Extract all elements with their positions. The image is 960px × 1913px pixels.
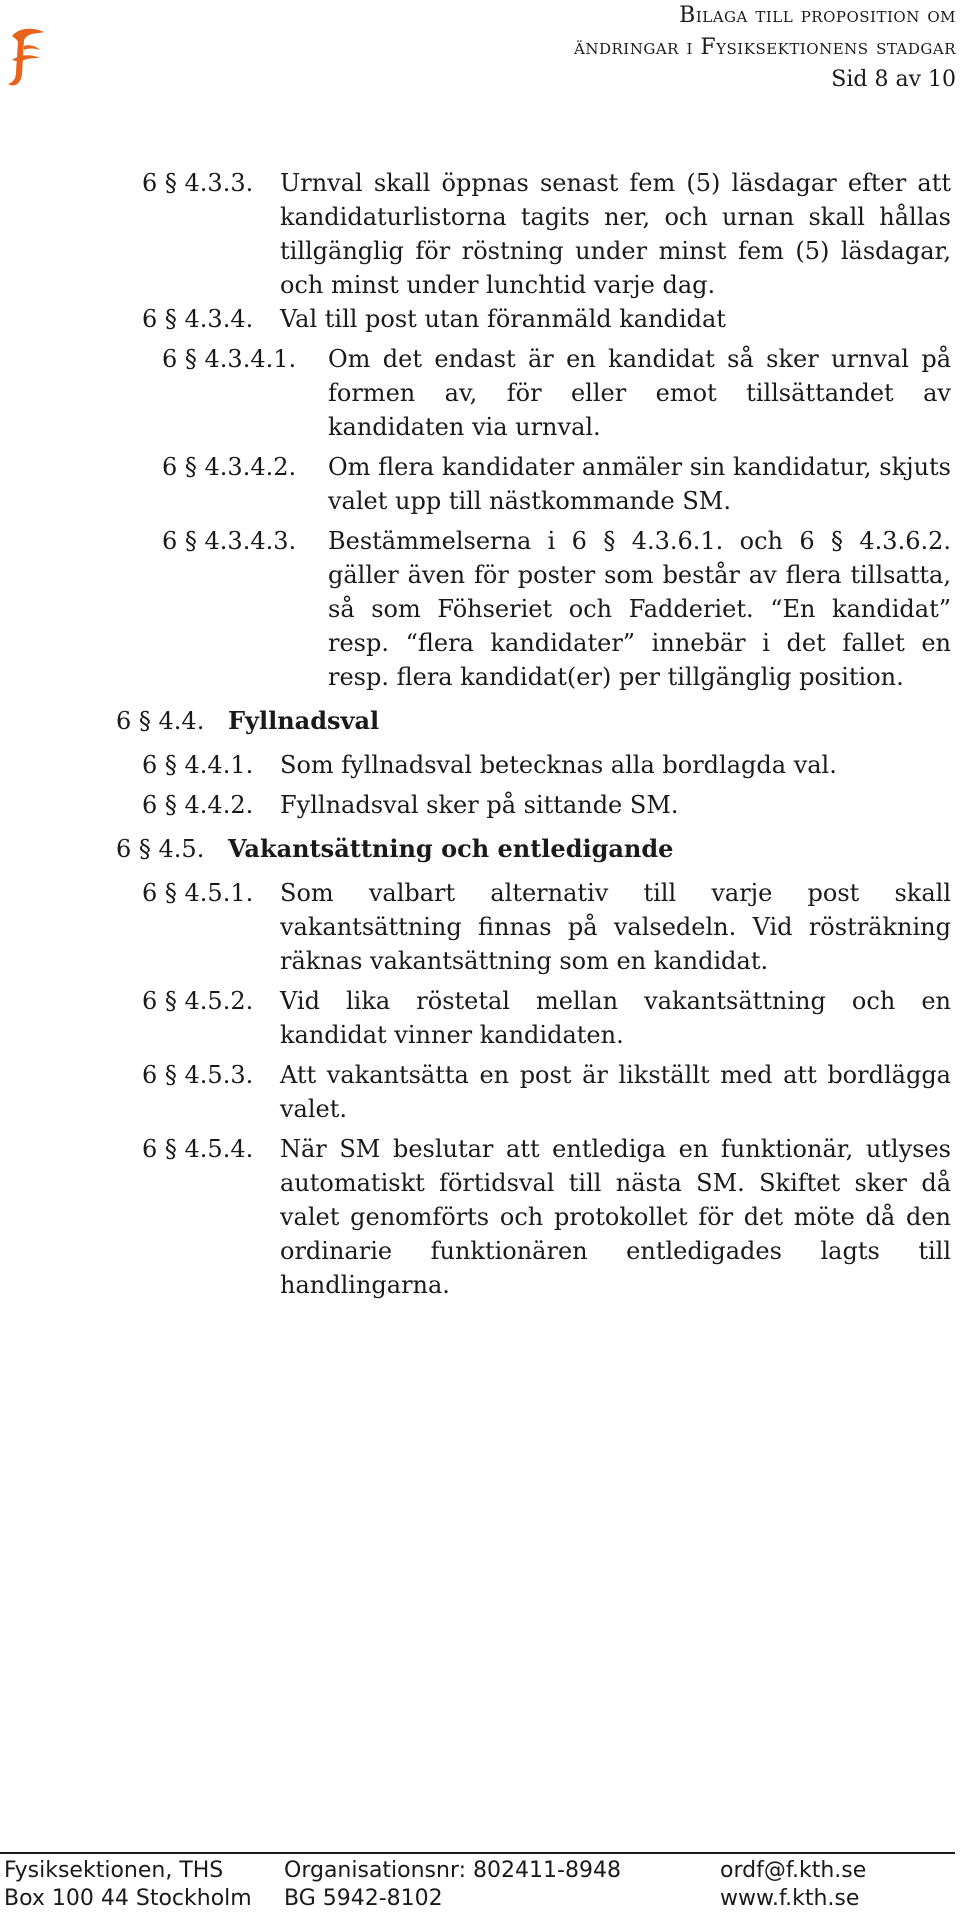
paragraph-text: Om det endast är en kandidat så sker urnval på formen av, för eller emot tillsättandet av kandidaten via urnval. bbox=[328, 345, 951, 441]
fysiksektionen-logo-icon bbox=[6, 24, 50, 90]
page-header bbox=[574, 0, 956, 96]
page-number: Sid 8 av 10 bbox=[831, 67, 956, 92]
paragraph-number: 6 § 4.4.1. bbox=[142, 751, 254, 779]
footer-orgnr: Organisationsnr: 802411-8948 bbox=[284, 1858, 621, 1883]
paragraph-4-4-2 bbox=[0, 788, 960, 822]
paragraph-4-3-3 bbox=[0, 166, 960, 302]
paragraph-text: Vid lika röstetal mellan vakantsättning och en kandidat vinner kandidaten. bbox=[280, 987, 951, 1049]
paragraph-number: 6 § 4.3.4.1. bbox=[162, 345, 297, 373]
paragraph-text: Bestämmelserna i 6 § 4.3.6.1. och 6 § 4.3.6.2. gäller även för poster som består av flera tillsatta, så som Föhseriet och Fadderiet. “En kandidat” resp. “flera kandidater” innebär i det fallet en resp. flera kandidat(er) per tillgänglig position. bbox=[328, 527, 951, 691]
paragraph-number: 6 § 4.3.3. bbox=[142, 169, 254, 197]
section-heading: Fyllnadsval bbox=[228, 706, 380, 735]
paragraph-number: 6 § 4.3.4. bbox=[142, 305, 254, 333]
paragraph-number: 6 § 4.3.4.2. bbox=[162, 453, 297, 481]
footer-bankgiro: BG 5942-8102 bbox=[284, 1886, 443, 1911]
paragraph-number: 6 § 4.4.2. bbox=[142, 791, 254, 819]
paragraph-heading: Val till post utan föranmäld kandidat bbox=[280, 305, 726, 333]
page-footer bbox=[0, 1848, 960, 1912]
paragraph-4-5-3 bbox=[0, 1058, 960, 1126]
header-title-line-2: ändringar i Fysiksektionens stadgar bbox=[574, 35, 956, 60]
paragraph-number: 6 § 4.5.3. bbox=[142, 1061, 254, 1089]
document-body bbox=[0, 166, 960, 1302]
paragraph-text: Fyllnadsval sker på sittande SM. bbox=[280, 791, 679, 819]
section-number: 6 § 4.5. bbox=[116, 835, 205, 863]
footer-email: ordf@f.kth.se bbox=[720, 1858, 867, 1883]
footer-divider bbox=[0, 1852, 955, 1854]
paragraph-4-5-2 bbox=[0, 984, 960, 1052]
footer-website: www.f.kth.se bbox=[720, 1886, 860, 1911]
footer-org: Fysiksektionen, THS bbox=[4, 1858, 224, 1883]
section-number: 6 § 4.4. bbox=[116, 707, 205, 735]
paragraph-4-5-1 bbox=[0, 876, 960, 978]
paragraph-4-3-4 bbox=[0, 302, 960, 336]
header-title-line-1: Bilaga till proposition om bbox=[679, 3, 956, 28]
paragraph-4-3-4-1 bbox=[0, 342, 960, 444]
paragraph-4-4-1 bbox=[0, 748, 960, 782]
section-4-5 bbox=[0, 832, 960, 866]
section-heading: Vakantsättning och entledigande bbox=[228, 834, 674, 863]
paragraph-4-5-4 bbox=[0, 1132, 960, 1302]
paragraph-text: Som valbart alternativ till varje post skall vakantsättning finnas på valsedeln. Vid rösträkning räknas vakantsättning som en kandidat. bbox=[280, 879, 951, 975]
footer-address: Box 100 44 Stockholm bbox=[4, 1886, 252, 1911]
paragraph-number: 6 § 4.3.4.3. bbox=[162, 527, 297, 555]
paragraph-number: 6 § 4.5.1. bbox=[142, 879, 254, 907]
paragraph-4-3-4-3 bbox=[0, 524, 960, 694]
paragraph-text: Urnval skall öppnas senast fem (5) läsdagar efter att kandidaturlistorna tagits ner, och urnan skall hållas tillgänglig för röstning under minst fem (5) läsdagar, och minst under lunchtid varje dag. bbox=[280, 169, 951, 299]
paragraph-text: När SM beslutar att entlediga en funktionär, utlyses automatiskt förtidsval till nästa SM. Skiftet sker då valet genomförts och protokollet för det möte då den ordinarie funktionären entledigades lagts till handlingarna. bbox=[280, 1135, 951, 1299]
paragraph-number: 6 § 4.5.4. bbox=[142, 1135, 254, 1163]
section-4-4 bbox=[0, 704, 960, 738]
paragraph-text: Att vakantsätta en post är likställt med att bordlägga valet. bbox=[280, 1061, 951, 1123]
paragraph-4-3-4-2 bbox=[0, 450, 960, 518]
paragraph-number: 6 § 4.5.2. bbox=[142, 987, 254, 1015]
paragraph-text: Som fyllnadsval betecknas alla bordlagda val. bbox=[280, 751, 837, 779]
paragraph-text: Om flera kandidater anmäler sin kandidatur, skjuts valet upp till nästkommande SM. bbox=[328, 453, 951, 515]
